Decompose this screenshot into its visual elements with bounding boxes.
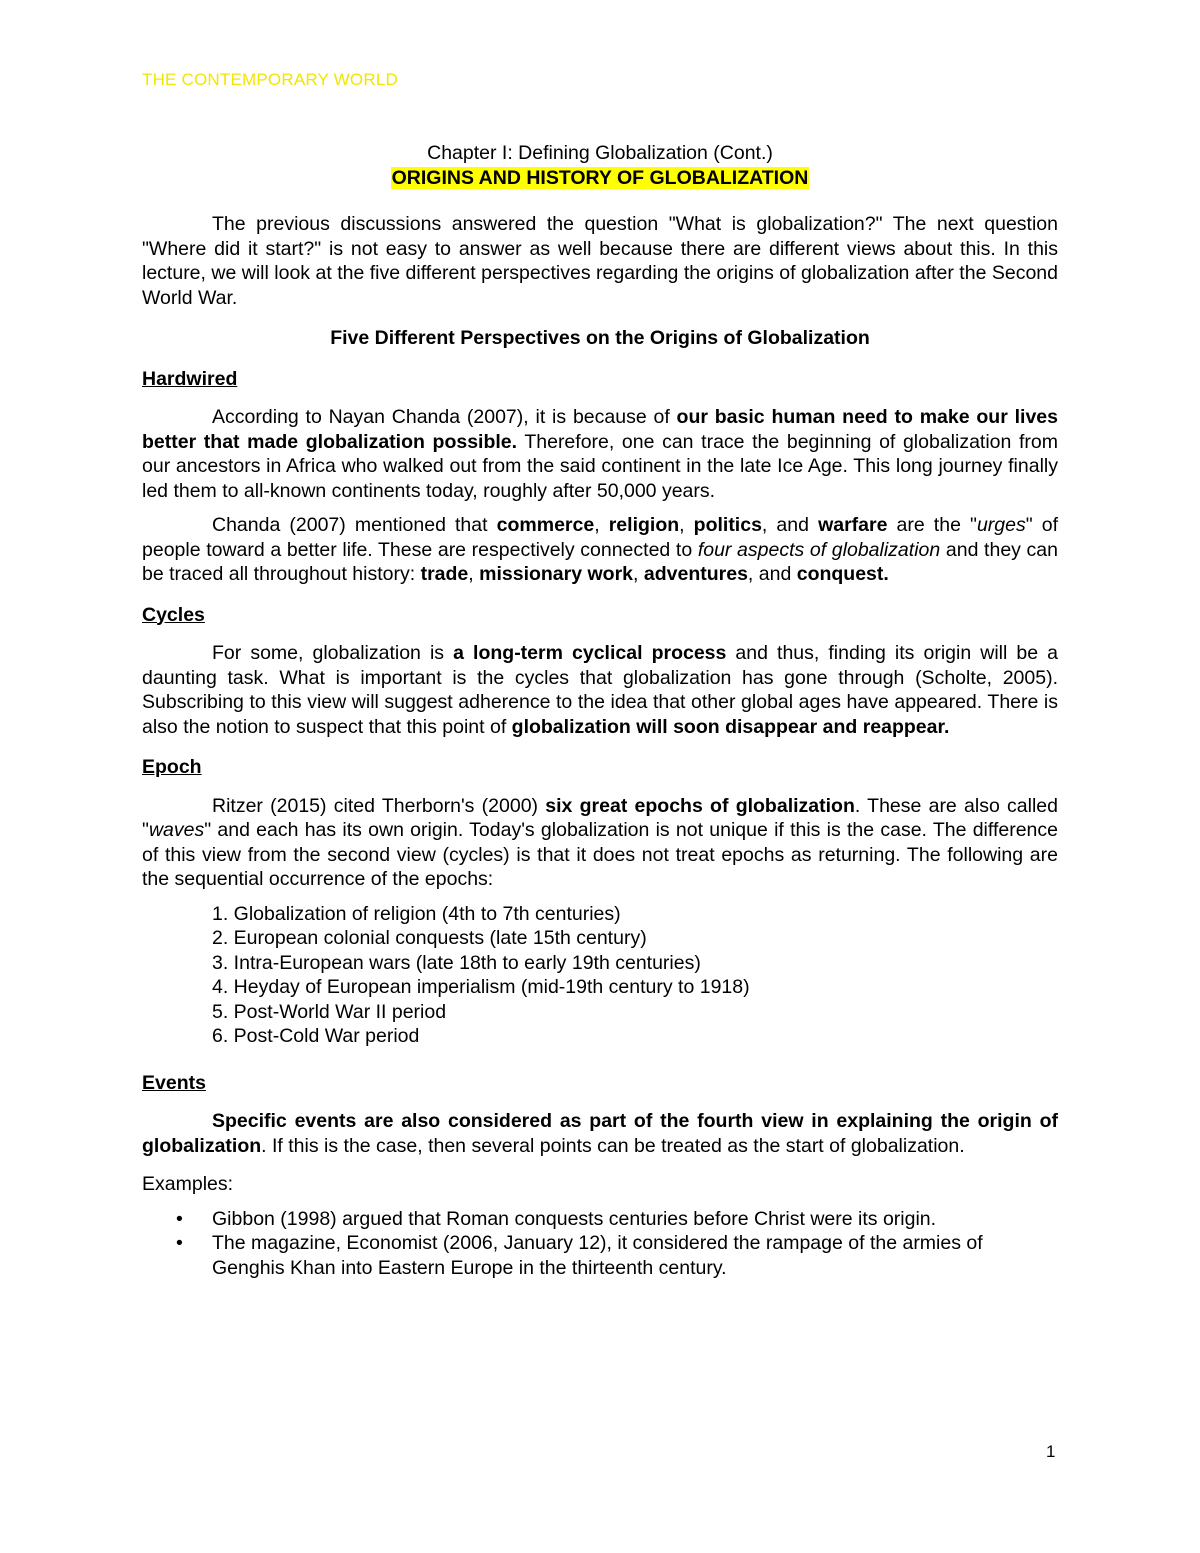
text-run: According to Nayan Chanda (2007), it is because of — [212, 406, 677, 428]
hardwired-paragraph-2 — [142, 513, 1058, 587]
bold-run: globalization will soon disappear and reappear. — [511, 715, 950, 738]
list-item: 3. Intra-European wars (late 18th to early 19th centuries) — [212, 951, 701, 974]
examples-list — [142, 1207, 1058, 1281]
text-run: are the " — [887, 514, 977, 536]
text-run: " and each has its own origin. Today's globalization is not unique if this is the case. The difference of this view from the second view (cycles) is that it does not treat epochs as returning. The following are the sequential occurrence of the epochs: — [142, 819, 1058, 890]
list-item: 4. Heyday of European imperialism (mid-19th century to 1918) — [212, 976, 750, 998]
list-item-text: Gibbon (1998) argued that Roman conquests centuries before Christ were its origin. — [212, 1207, 937, 1230]
section-heading-hardwired: Hardwired — [142, 367, 238, 390]
bold-run: politics — [693, 514, 762, 536]
bold-run: warfare — [818, 514, 888, 536]
text-run: , — [468, 563, 480, 585]
chapter-subtitle: Chapter I: Defining Globalization (Cont.) — [427, 142, 773, 164]
list-item — [142, 1231, 1058, 1280]
hardwired-paragraph-1 — [142, 405, 1058, 503]
list-item: 5. Post-World War II period — [212, 1000, 447, 1023]
bold-run: missionary work — [479, 563, 634, 585]
list-item: 6. Post-Cold War period — [212, 1025, 420, 1047]
bold-run: religion — [608, 514, 680, 536]
bold-run: trade — [420, 563, 469, 585]
bold-run: six great epochs of globalization — [545, 794, 855, 817]
perspectives-heading: Five Different Perspectives on the Origins of Globalization — [330, 327, 870, 349]
section-heading-events: Events — [142, 1071, 206, 1094]
page-number: 1 — [1046, 1442, 1056, 1461]
section-heading-cycles: Cycles — [142, 603, 205, 626]
text-run: Chanda (2007) mentioned that — [212, 514, 497, 536]
bold-run: our basic human need to make our lives better that made globalization possible. — [142, 406, 1058, 453]
cycles-paragraph — [142, 641, 1058, 739]
text-run: and they can be traced all throughout history: — [142, 538, 1058, 585]
running-header: THE CONTEMPORARY WORLD — [142, 70, 398, 89]
text-run: Therefore, one can trace the beginning of globalization from our ancestors in Africa who walked out from the said continent in the late Ice Age. This long journey finally led them to all-known continents today, roughly after 50,000 years. — [142, 430, 1058, 502]
list-item-text: The magazine, Economist (2006, January 12), it considered the rampage of the armies of Genghis Khan into Eastern Europe in the thirteenth century. — [212, 1232, 983, 1279]
examples-label: Examples: — [142, 1173, 234, 1195]
list-item: 2. European colonial conquests (late 15th century) — [212, 927, 647, 949]
chapter-title — [142, 166, 1058, 191]
text-run: , — [633, 563, 644, 585]
events-paragraph — [142, 1109, 1058, 1158]
list-item: 1. Globalization of religion (4th to 7th centuries) — [212, 902, 621, 925]
chapter-title-highlight: ORIGINS AND HISTORY OF GLOBALIZATION — [391, 166, 809, 189]
text-run: " of people toward a better life. These are respectively connected to — [142, 514, 1058, 561]
text-run: , — [594, 514, 609, 536]
text-run: and thus, finding its origin will be a daunting task. What is important is the cycles that globalization has gone through (Scholte, 2005). Subscribing to this view will suggest adherence to the idea that other global ages have appeared. There is also the notion to suspect that this point of — [142, 642, 1058, 738]
document-body — [142, 141, 1058, 1280]
epoch-paragraph — [142, 794, 1058, 892]
bold-run: Specific events are also considered as part of the fourth view in explaining the origin of globalization — [142, 1110, 1058, 1157]
text-run: , and — [761, 514, 819, 536]
italic-run: urges — [976, 514, 1026, 536]
italic-run: waves — [148, 819, 205, 841]
bullet-icon: • — [176, 1207, 183, 1230]
text-run: , and — [747, 563, 797, 585]
bold-run: commerce — [496, 514, 595, 536]
list-item — [142, 1207, 1058, 1232]
bullet-icon: • — [176, 1232, 183, 1254]
text-run: . If this is the case, then several points can be treated as the start of globalization. — [261, 1134, 965, 1157]
text-run: , — [679, 514, 694, 536]
bold-run: adventures — [643, 563, 748, 585]
section-heading-epoch: Epoch — [142, 756, 202, 778]
intro-paragraph: The previous discussions answered the question "What is globalization?" The next question "Where did it start?" is not easy to answer as well because there are different views about this. In this lecture, we will look at the five different perspectives regarding the origins of globalization after the Second World War. — [142, 213, 1058, 309]
bold-run: a long-term cyclical process — [453, 642, 727, 664]
bold-run: conquest. — [796, 563, 889, 585]
epochs-list — [212, 902, 1058, 1049]
text-run: Ritzer (2015) cited Therborn's (2000) — [212, 794, 546, 817]
text-run: For some, globalization is — [212, 642, 454, 664]
text-run: . These are also called " — [142, 794, 1058, 841]
italic-run: four aspects of globalization — [697, 538, 941, 561]
